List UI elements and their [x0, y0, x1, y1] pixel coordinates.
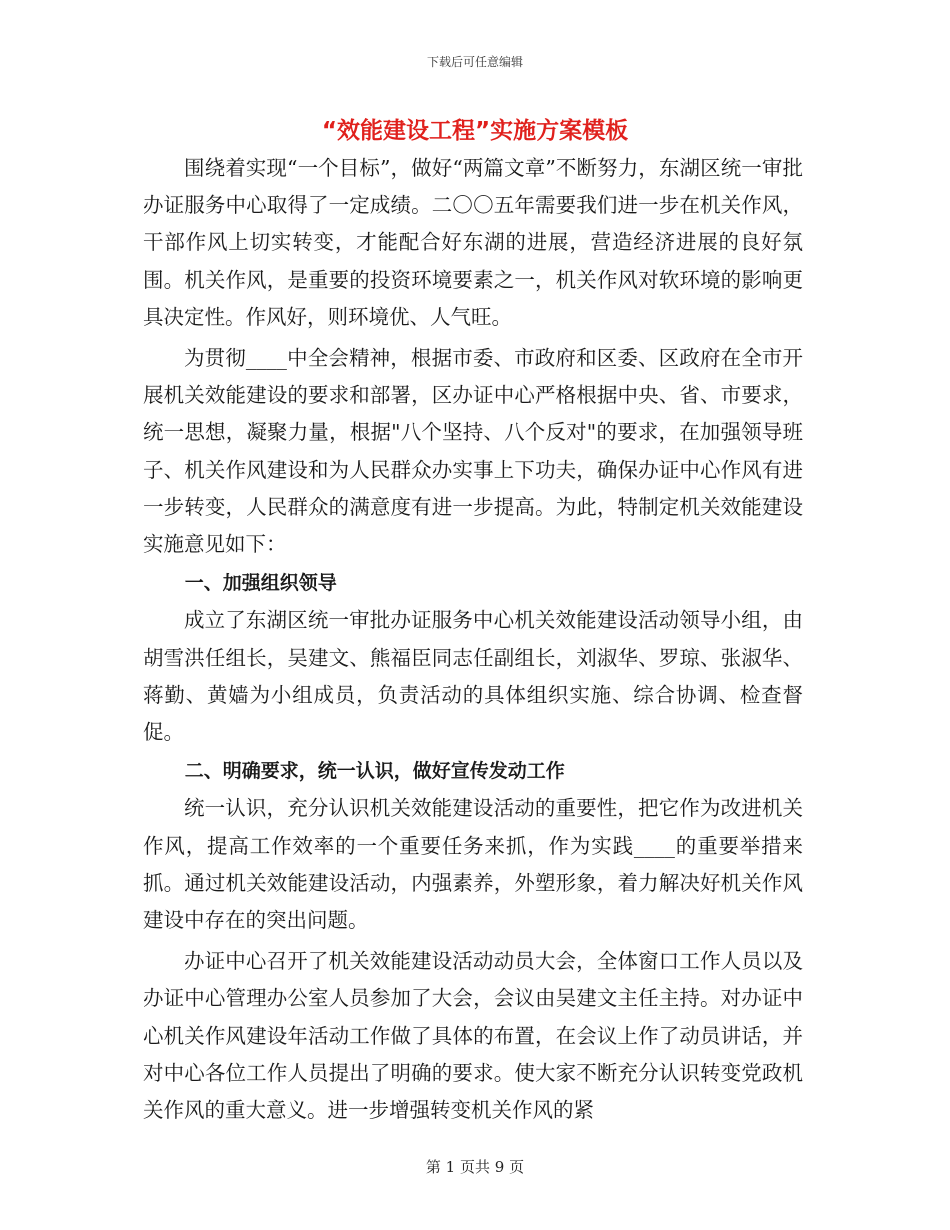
- document-title: “效能建设工程”实施方案模板: [321, 118, 629, 144]
- paragraph-leadership: 成立了东湖区统一审批办证服务中心机关效能建设活动领导小组，由胡雪洪任组长，吴建文、熊福臣同志任副组长，刘淑华、罗琼、张淑华、蒋勤、黄嫱为小组成员，负责活动的具体组织实施、综合协调、检查督促。: [143, 608, 803, 745]
- header-note: 下载后可任意编辑: [426, 55, 523, 69]
- section-heading-1: 一、加强组织领导: [184, 572, 337, 595]
- document-body: [143, 150, 803, 1129]
- paragraph-intro: 围绕着实现“一个目标”，做好“两篇文章”不断努力，东湖区统一审批办证服务中心取得了一定成绩。二〇〇五年需要我们进一步在机关作风，干部作风上切实转变，才能配合好东湖的进展，营造经济进展的良好氛围。机关作风，是重要的投资环境要素之一，机关作风对软环境的影响更具决定性。作风好，则环境优、人气旺。: [143, 156, 803, 329]
- page-number: 第 1 页共 9 页: [425, 1158, 525, 1176]
- section-heading-2: 二、明确要求，统一认识，做好宣传发动工作: [184, 760, 565, 783]
- paragraph-purpose: 为贯彻____中全会精神，根据市委、市政府和区委、区政府在全市开展机关效能建设的要求和部署，区办证中心严格根据中央、省、市要求，统一思想，凝聚力量，根据"八个坚持、八个反对"的要求，在加强领导班子、机关作风建设和为人民群众办实事上下功夫，确保办证中心作风有进一步转变，人民群众的满意度有进一步提高。为此，特制定机关效能建设实施意见如下：: [143, 346, 803, 557]
- paragraph-meeting: 办证中心召开了机关效能建设活动动员大会，全体窗口工作人员以及办证中心管理办公室人员参加了大会，会议由吴建文主任主持。对办证中心机关作风建设年活动工作做了具体的布置，在会议上作了动员讲话，并对中心各位工作人员提出了明确的要求。使大家不断充分认识转变党政机关作风的重大意义。进一步增强转变机关作风的紧: [143, 949, 803, 1123]
- paragraph-awareness: 统一认识，充分认识机关效能建设活动的重要性，把它作为改进机关作风，提高工作效率的一个重要任务来抓，作为实践____的重要举措来抓。通过机关效能建设活动，内强素养，外塑形象，着力解决好机关作风建设中存在的突出问题。: [143, 796, 803, 933]
